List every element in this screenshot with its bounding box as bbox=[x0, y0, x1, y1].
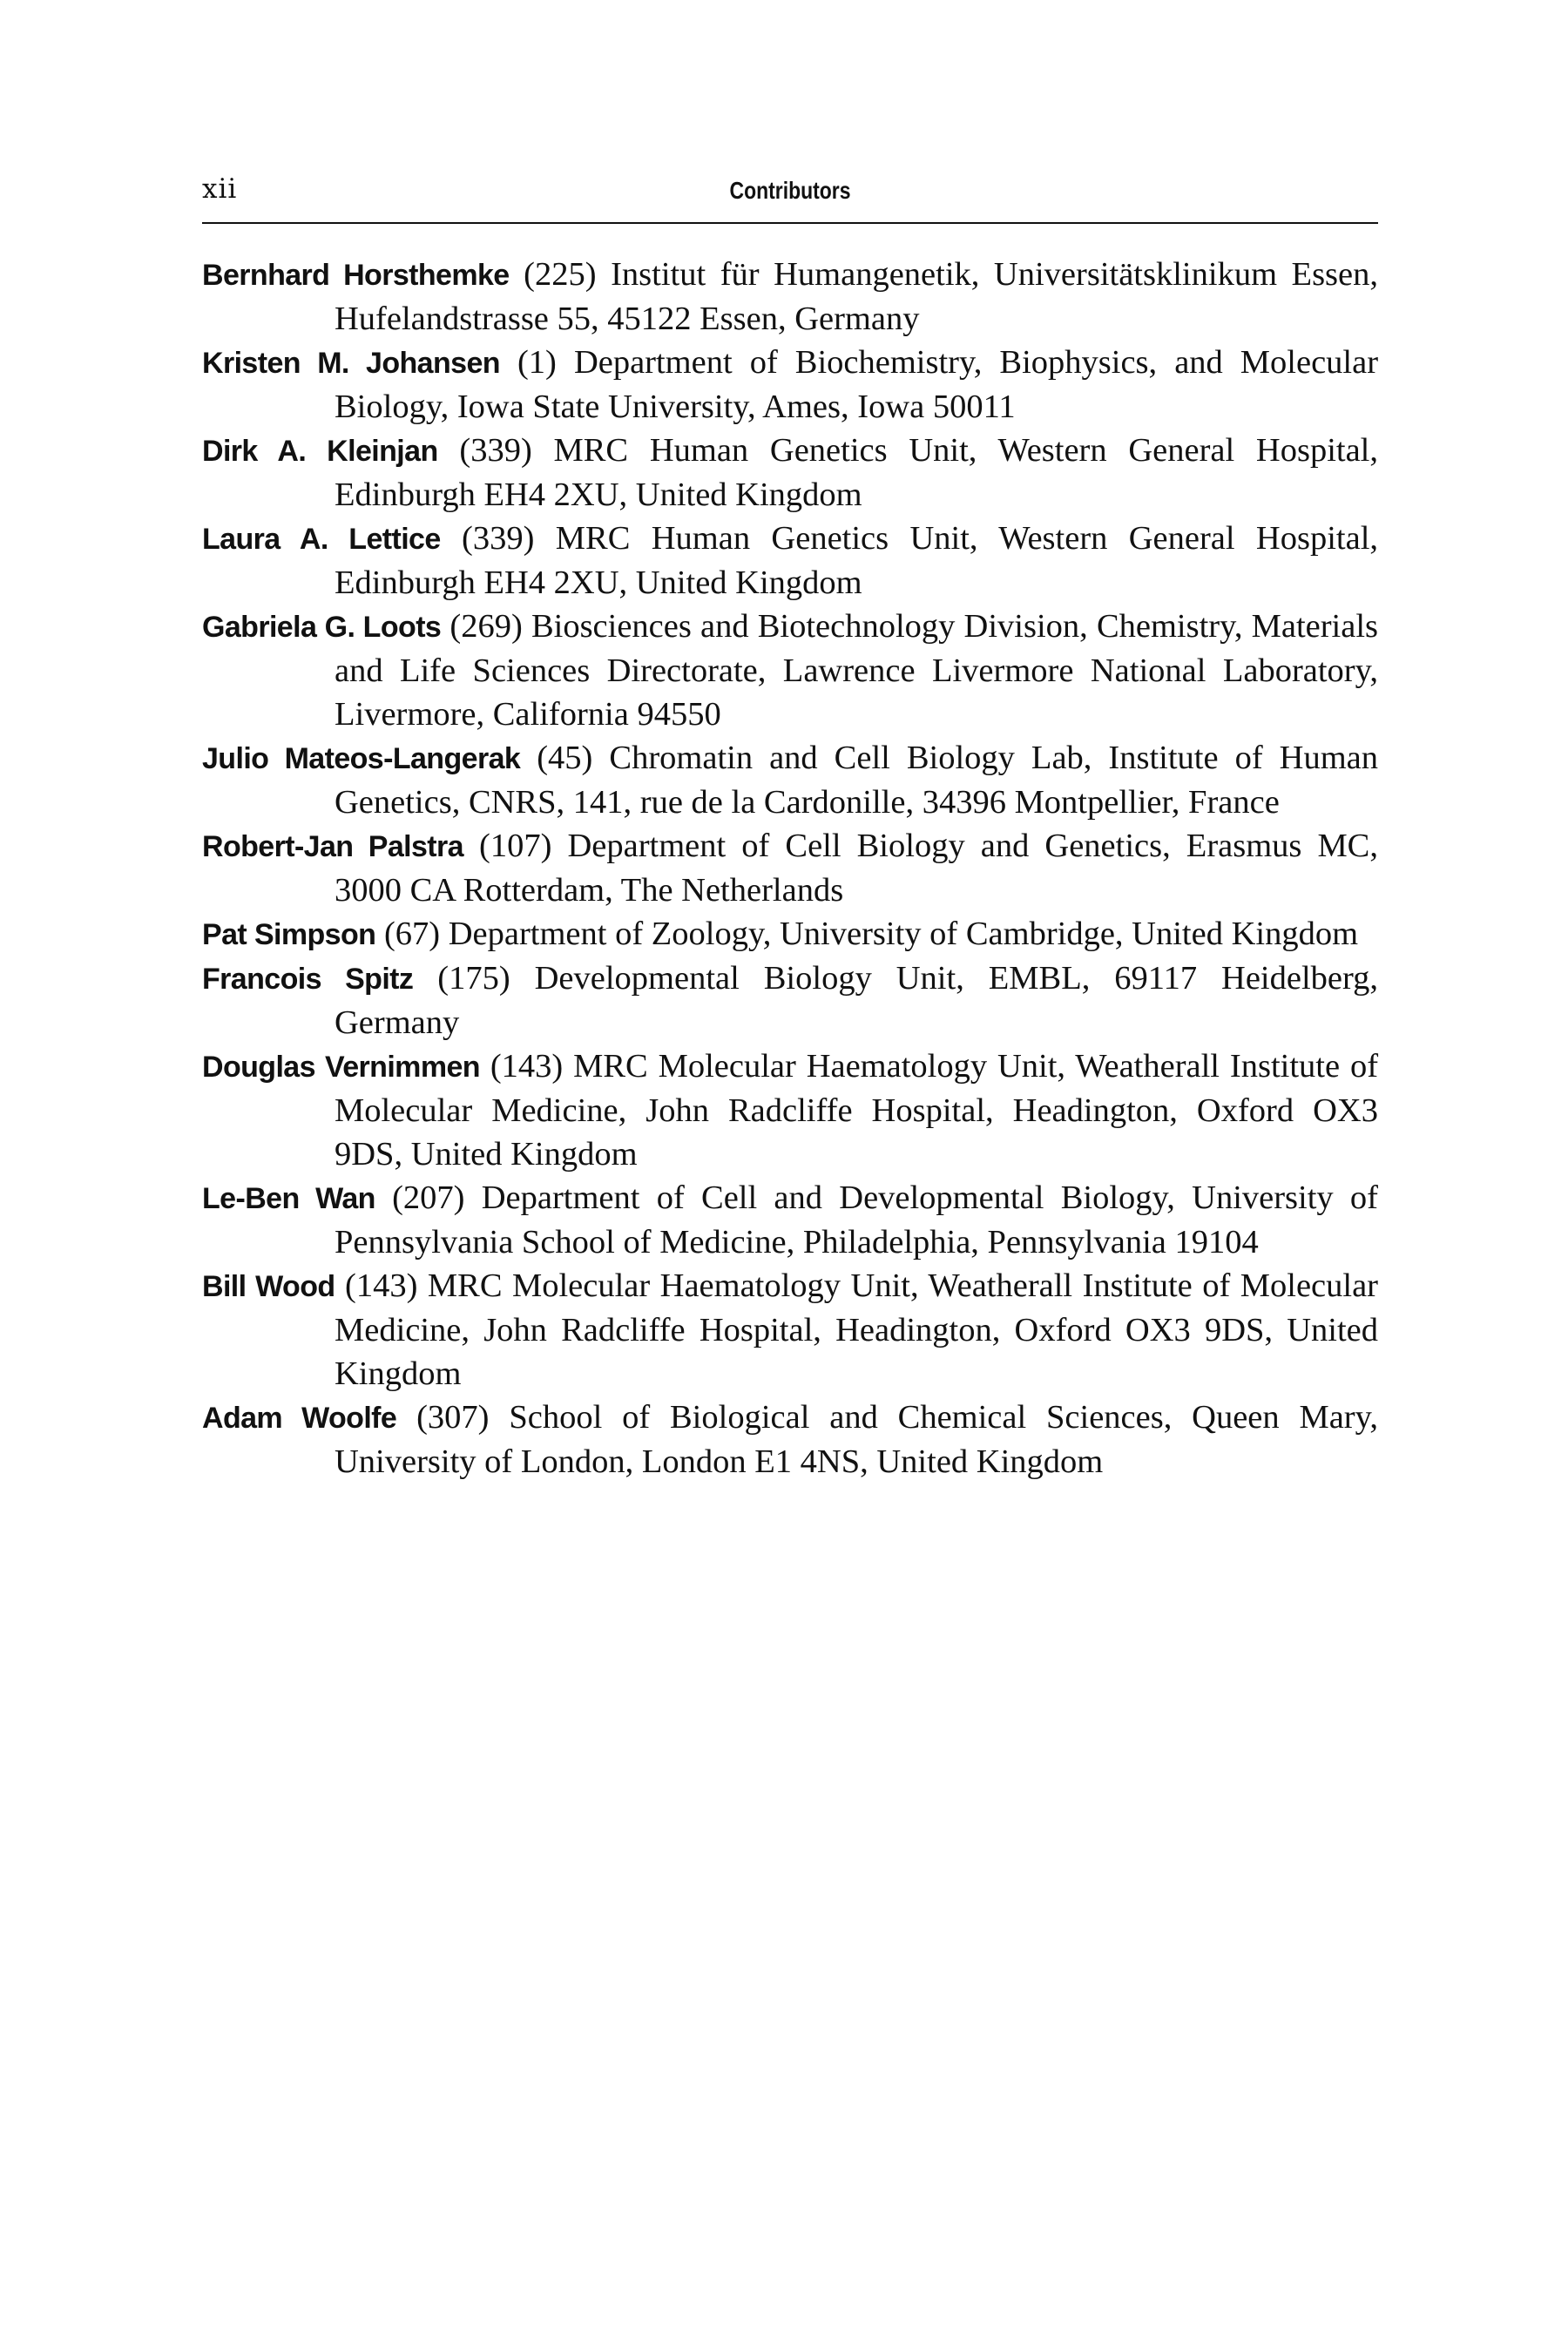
page-number: xii bbox=[202, 173, 238, 205]
contributor-name: Laura A. Lettice bbox=[202, 523, 441, 556]
chapter-page: (175) bbox=[437, 960, 510, 997]
contributor-name: Robert-Jan Palstra bbox=[202, 830, 463, 863]
contributor-affiliation: MRC Human Genetics Unit, Western General Hospital, Edinburgh EH4 2XU, United Kingdom bbox=[335, 432, 1379, 513]
chapter-page: (1) bbox=[517, 344, 557, 381]
contributor-name: Francois Spitz bbox=[202, 963, 414, 996]
chapter-page: (307) bbox=[416, 1399, 490, 1436]
contributor-affiliation: School of Biological and Chemical Sciences, Queen Mary, University of London, London E1 4NS, United Kingdom bbox=[335, 1399, 1378, 1480]
chapter-page: (207) bbox=[392, 1179, 465, 1216]
contributor-entry bbox=[202, 824, 1378, 912]
contributor-entry bbox=[202, 1044, 1378, 1176]
contributor-affiliation: Developmental Biology Unit, EMBL, 69117 Heidelberg, Germany bbox=[335, 960, 1379, 1041]
chapter-page: (107) bbox=[479, 828, 552, 864]
contributor-name: Kristen M. Johansen bbox=[202, 347, 500, 380]
contributor-entry bbox=[202, 253, 1378, 341]
running-head: Contributors bbox=[729, 177, 851, 204]
contributor-affiliation: Institut für Humangenetik, Universitätsklinikum Essen, Hufelandstrasse 55, 45122 Essen, Germany bbox=[335, 256, 1378, 337]
contributors-list bbox=[202, 253, 1378, 1484]
contributor-entry bbox=[202, 517, 1378, 605]
contributor-name: Bernhard Horsthemke bbox=[202, 259, 510, 292]
chapter-page: (225) bbox=[524, 256, 597, 293]
contributor-affiliation: MRC Molecular Haematology Unit, Weatherall Institute of Molecular Medicine, John Radcliffe Hospital, Headington, Oxford OX3 9DS, United Kingdom bbox=[335, 1048, 1379, 1173]
contributor-entry bbox=[202, 1176, 1378, 1264]
contributor-name: Pat Simpson bbox=[202, 918, 376, 951]
contributor-name: Douglas Vernimmen bbox=[202, 1051, 480, 1084]
chapter-page: (67) bbox=[383, 916, 441, 952]
contributor-affiliation: Department of Zoology, University of Cambridge, United Kingdom bbox=[448, 916, 1359, 952]
contributor-entry bbox=[202, 1396, 1378, 1484]
contributor-name: Julio Mateos-Langerak bbox=[202, 742, 521, 775]
contributor-entry bbox=[202, 1264, 1378, 1396]
chapter-page: (339) bbox=[462, 520, 535, 557]
chapter-page: (143) bbox=[490, 1048, 564, 1085]
contributor-entry bbox=[202, 736, 1378, 824]
contributor-name: Bill Wood bbox=[202, 1270, 335, 1303]
contributor-affiliation: Department of Biochemistry, Biophysics, and Molecular Biology, Iowa State University, Ames, Iowa 50011 bbox=[335, 344, 1379, 425]
contributor-entry bbox=[202, 341, 1378, 429]
contributor-affiliation: MRC Molecular Haematology Unit, Weatherall Institute of Molecular Medicine, John Radcliffe Hospital, Headington, Oxford OX3 9DS, United Kingdom bbox=[335, 1267, 1378, 1392]
contributor-name: Adam Woolfe bbox=[202, 1402, 397, 1435]
contributor-entry bbox=[202, 605, 1378, 736]
contributor-name: Dirk A. Kleinjan bbox=[202, 435, 438, 468]
contributor-entry bbox=[202, 912, 1378, 956]
chapter-page: (45) bbox=[537, 740, 593, 776]
contributor-name: Le-Ben Wan bbox=[202, 1182, 375, 1215]
page-header bbox=[202, 170, 1378, 224]
contributor-entry bbox=[202, 956, 1378, 1044]
chapter-page: (269) bbox=[449, 608, 523, 645]
chapter-page: (339) bbox=[459, 432, 532, 469]
contributor-affiliation: MRC Human Genetics Unit, Western General Hospital, Edinburgh EH4 2XU, United Kingdom bbox=[335, 520, 1379, 601]
contributor-entry bbox=[202, 429, 1378, 517]
contributor-affiliation: Department of Cell Biology and Genetics, Erasmus MC, 3000 CA Rotterdam, The Netherlands bbox=[335, 828, 1378, 909]
contributor-affiliation: Chromatin and Cell Biology Lab, Institute of Human Genetics, CNRS, 141, rue de la Cardonille, 34396 Montpellier, France bbox=[335, 740, 1379, 821]
contributor-name: Gabriela G. Loots bbox=[202, 611, 442, 644]
chapter-page: (143) bbox=[345, 1267, 418, 1304]
contributor-affiliation: Department of Cell and Developmental Biology, University of Pennsylvania School of Medicine, Philadelphia, Pennsylvania 19104 bbox=[335, 1179, 1379, 1260]
contributor-affiliation: Biosciences and Biotechnology Division, Chemistry, Materials and Life Sciences Directorate, Lawrence Livermore National Laboratory, Livermore, California 94550 bbox=[335, 608, 1379, 733]
